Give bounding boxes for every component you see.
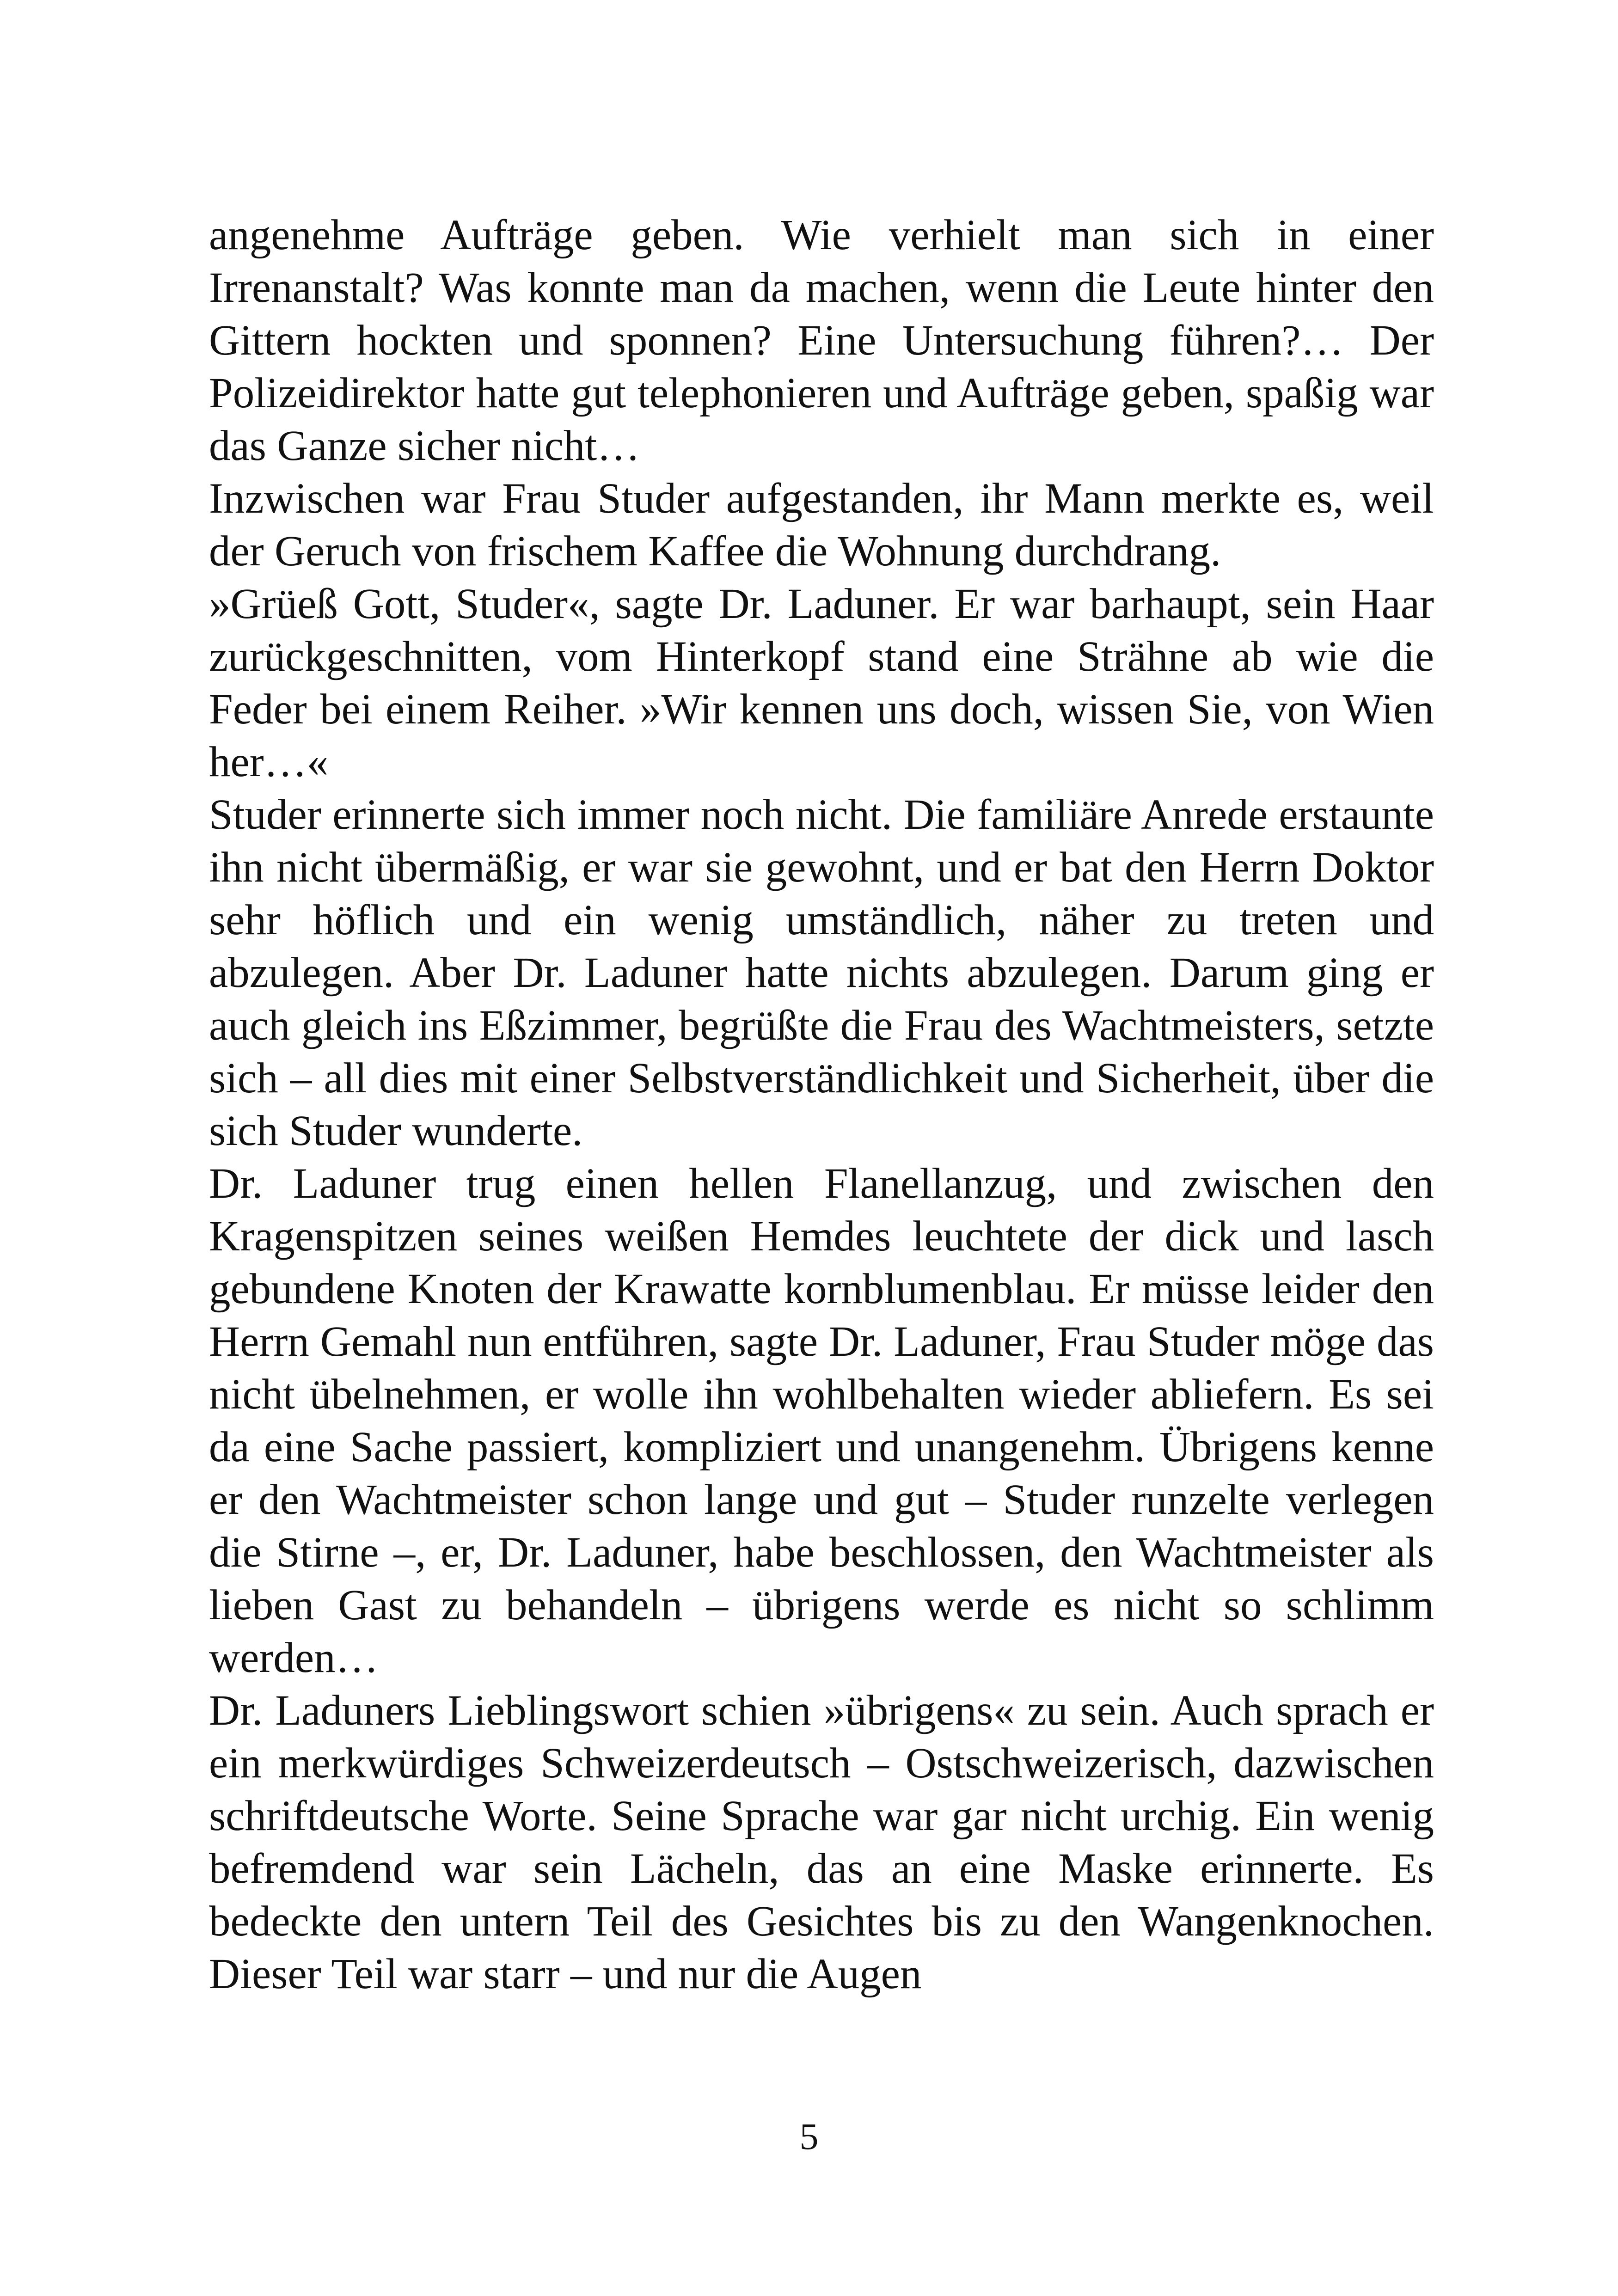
page-number: 5 <box>799 2115 819 2157</box>
paragraph-3: »Grüeß Gott, Studer«, sagte Dr. Laduner. Er war barhaupt, sein Haar zurückgeschnitten, vom Hinterkopf stand eine Strähne ab wie die Feder bei einem Reiher. »Wir kennen uns doch, wissen Sie, von Wien her…« <box>209 580 1434 786</box>
paragraph-5: Dr. Laduner trug einen hellen Flanellanzug, und zwischen den Kragenspitzen seines weißen Hemdes leuchtete der dick und lasch gebundene Knoten der Krawatte kornblumenblau. Er müsse leider den Herrn Gemahl nun entführen, sagte Dr. Laduner, Frau Studer möge das nicht übelnehmen, er wolle ihn wohlbehalten wieder abliefern. Es sei da eine Sache passiert, kompliziert und unangenehm. Übrigens kenne er den Wachtmeister schon lange und gut – Studer runzelte verlegen die Stirne –, er, Dr. Laduner, habe beschlossen, den Wachtmeister als lieben Gast zu behandeln – übrigens werde es nicht so schlimm werden… <box>209 1160 1434 1682</box>
paragraph-1: angenehme Aufträge geben. Wie verhielt man sich in einer Irrenanstalt? Was konnte man da machen, wenn die Leute hinter den Gittern hockten und sponnen? Eine Untersuchung führen?… Der Polizeidirektor hatte gut telephonieren und Aufträge geben, spaßig war das Ganze sicher nicht… <box>209 211 1434 470</box>
paragraph-2: Inzwischen war Frau Studer aufgestanden, ihr Mann merkte es, weil der Geruch von frischem Kaffee die Wohnung durchdrang. <box>209 475 1434 575</box>
body-text <box>209 209 1434 2001</box>
paragraph-4: Studer erinnerte sich immer noch nicht. Die familiäre Anrede erstaunte ihn nicht übermäßig, er war sie gewohnt, und er bat den Herrn Doktor sehr höflich und ein wenig umständlich, näher zu treten und abzulegen. Aber Dr. Laduner hatte nichts abzulegen. Darum ging er auch gleich ins Eßzimmer, begrüßte die Frau des Wachtmeisters, setzte sich – all dies mit einer Selbstverständlichkeit und Sicherheit, über die sich Studer wunderte. <box>209 791 1434 1155</box>
paragraph-6: Dr. Laduners Lieblingswort schien »übrigens« zu sein. Auch sprach er ein merkwürdiges Schweizerdeutsch – Ostschweizerisch, dazwischen schriftdeutsche Worte. Seine Sprache war gar nicht urchig. Ein wenig befremdend war sein Lächeln, das an eine Maske erinnerte. Es bedeckte den untern Teil des Gesichtes bis zu den Wangenknochen. Dieser Teil war starr – und nur die Augen <box>209 1687 1434 1998</box>
